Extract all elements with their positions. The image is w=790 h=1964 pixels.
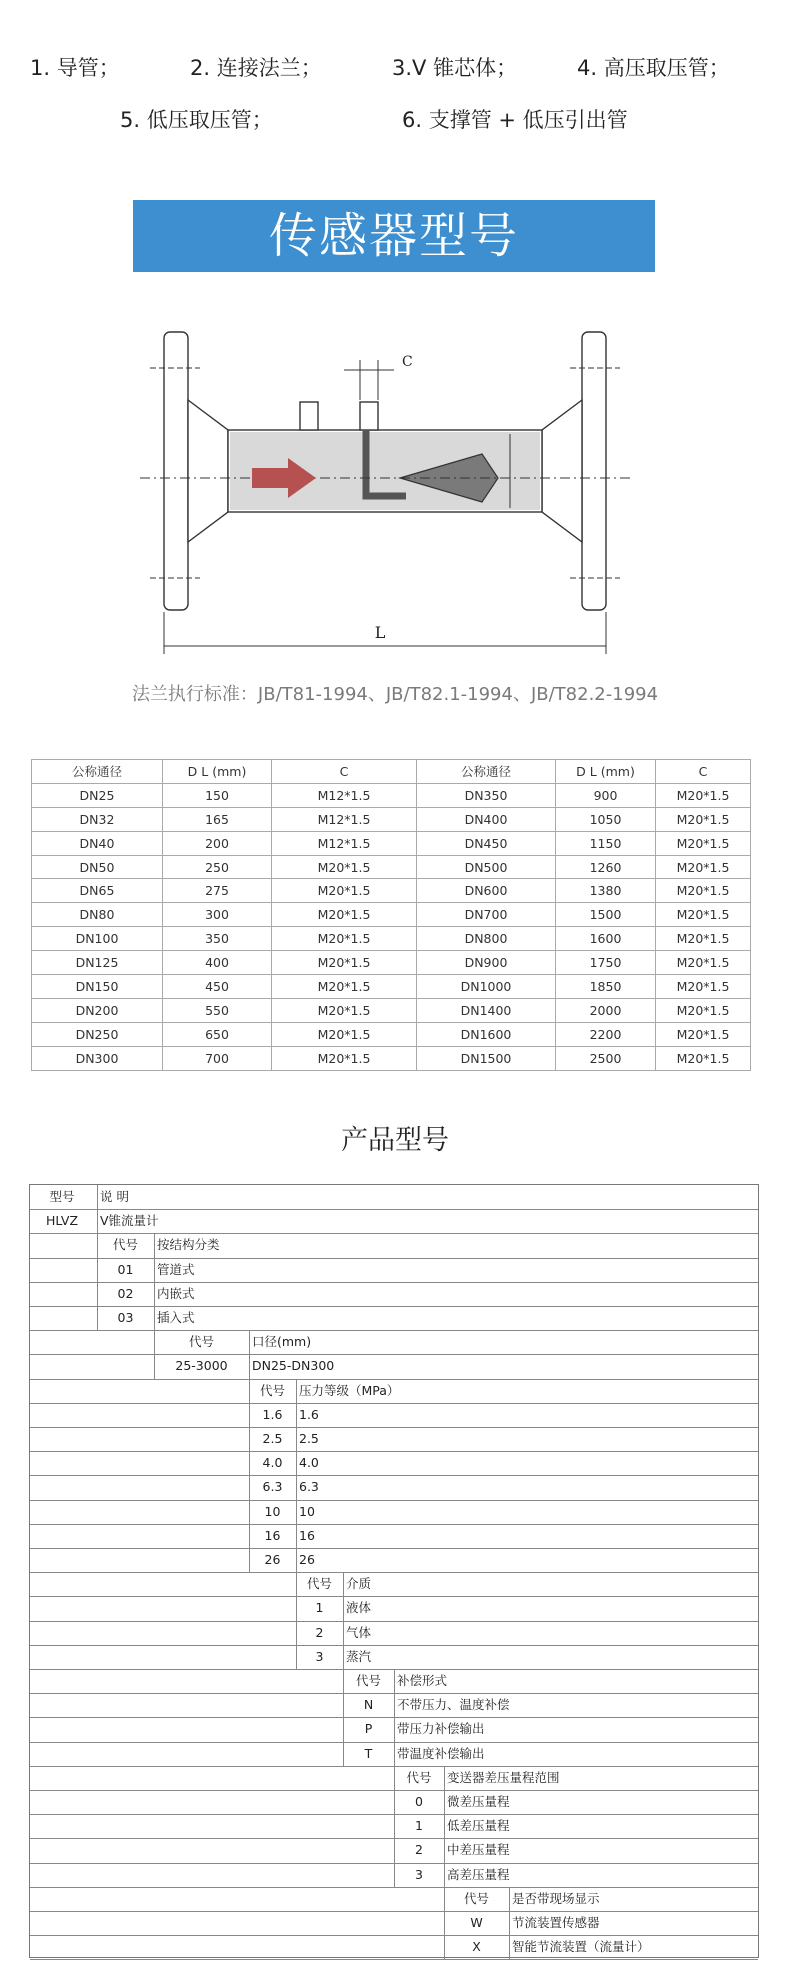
grid-line	[249, 1451, 758, 1452]
table-cell: 650	[163, 1022, 272, 1046]
table-cell: M20*1.5	[656, 975, 751, 999]
compensation-code: T	[364, 1746, 373, 1761]
medium-desc: 蒸汽	[346, 1649, 372, 1664]
table-cell: DN1500	[417, 1046, 556, 1070]
table-cell: DN65	[32, 879, 163, 903]
grid-line	[249, 1475, 758, 1476]
legend-item-6: 6. 支撑管 + 低压引出管	[402, 108, 628, 132]
grid-line	[249, 1330, 250, 1379]
table-cell: M12*1.5	[272, 783, 417, 807]
grid-line	[97, 1258, 758, 1259]
grid-line	[30, 1790, 394, 1791]
grid-line	[30, 1596, 296, 1597]
grid-line	[249, 1548, 758, 1549]
grid-line	[343, 1669, 344, 1766]
pressure-desc-header: 压力等级（MPa）	[299, 1383, 400, 1398]
table-cell: 300	[163, 903, 272, 927]
table-cell: M20*1.5	[272, 975, 417, 999]
table-cell: 275	[163, 879, 272, 903]
grid-line	[30, 1935, 444, 1936]
compensation-code-header: 代号	[355, 1673, 381, 1688]
compensation-desc: 带压力补偿输出	[397, 1721, 485, 1736]
table-cell: DN700	[417, 903, 556, 927]
table-cell: DN350	[417, 783, 556, 807]
table-cell: DN900	[417, 951, 556, 975]
table-cell: 1500	[556, 903, 656, 927]
pressure-desc: 16	[299, 1528, 315, 1543]
col-header-dl-2: D L (mm)	[556, 760, 656, 784]
table-cell: DN400	[417, 807, 556, 831]
pressure-code: 10	[264, 1504, 281, 1519]
table-cell: M12*1.5	[272, 831, 417, 855]
pressure-desc: 10	[299, 1504, 315, 1519]
structure-desc: 管道式	[157, 1262, 195, 1277]
table-cell: DN1600	[417, 1022, 556, 1046]
grid-line	[444, 1887, 445, 1959]
col-header-nominal-2: 公称通径	[417, 760, 556, 784]
table-cell: M20*1.5	[272, 1046, 417, 1070]
range-code: 3	[415, 1867, 423, 1882]
grid-line	[30, 1863, 394, 1864]
table-row	[32, 1046, 751, 1070]
grid-line	[296, 1645, 758, 1646]
table-cell: 2500	[556, 1046, 656, 1070]
table-row	[32, 855, 751, 879]
medium-desc: 气体	[346, 1625, 372, 1640]
pressure-desc: 6.3	[299, 1479, 319, 1494]
grid-line	[30, 1524, 249, 1525]
grid-line	[30, 1814, 394, 1815]
table-cell: 1050	[556, 807, 656, 831]
table-row	[32, 975, 751, 999]
grid-line	[30, 1911, 444, 1912]
table-cell: M12*1.5	[272, 807, 417, 831]
model-desc: V锥流量计	[100, 1213, 159, 1228]
grid-line	[30, 1621, 296, 1622]
table-cell: M20*1.5	[272, 998, 417, 1022]
display-code-header: 代号	[463, 1891, 489, 1906]
pressure-code: 16	[264, 1528, 281, 1543]
table-cell: M20*1.5	[656, 1022, 751, 1046]
table-cell: M20*1.5	[272, 903, 417, 927]
table-cell: M20*1.5	[656, 903, 751, 927]
range-desc: 中差压量程	[447, 1842, 510, 1857]
pressure-code: 4.0	[262, 1455, 283, 1470]
table-row	[32, 1022, 751, 1046]
display-desc: 节流装置传感器	[512, 1915, 600, 1930]
table-row	[32, 998, 751, 1022]
table-row	[32, 903, 751, 927]
pressure-desc: 1.6	[299, 1407, 319, 1422]
flange-standard-caption: 法兰执行标准：JB/T81-1994、JB/T82.1-1994、JB/T82.2-1994	[131, 684, 659, 705]
range-code: 0	[415, 1794, 423, 1809]
table-cell: M20*1.5	[656, 951, 751, 975]
pressure-desc: 2.5	[299, 1431, 319, 1446]
grid-line	[394, 1838, 758, 1839]
medium-code: 2	[315, 1625, 324, 1640]
grid-line	[343, 1693, 758, 1694]
table-cell: 2200	[556, 1022, 656, 1046]
table-cell: DN80	[32, 903, 163, 927]
table-cell: DN500	[417, 855, 556, 879]
parts-legend	[0, 52, 790, 144]
pressure-code: 6.3	[262, 1479, 283, 1494]
table-row	[32, 951, 751, 975]
table-cell: 350	[163, 927, 272, 951]
table-cell: 400	[163, 951, 272, 975]
table-cell: DN50	[32, 855, 163, 879]
high-pressure-tap	[300, 402, 318, 430]
grid-line	[97, 1282, 758, 1283]
right-reducer	[542, 400, 582, 542]
table-cell: DN100	[32, 927, 163, 951]
table-cell: 200	[163, 831, 272, 855]
table-row	[32, 879, 751, 903]
grid-line	[30, 1717, 343, 1718]
sensor-model-banner: 传感器型号	[133, 200, 655, 272]
grid-line	[444, 1911, 758, 1912]
grid-line	[30, 1451, 249, 1452]
table-row	[32, 807, 751, 831]
header-desc: 说 明	[100, 1189, 129, 1204]
table-cell: M20*1.5	[272, 855, 417, 879]
range-desc: 高差压量程	[447, 1867, 510, 1882]
grid-line	[30, 1282, 97, 1283]
diameter-desc-header: 口径(mm)	[252, 1334, 312, 1349]
grid-line	[30, 1959, 758, 1960]
table-cell: DN1400	[417, 998, 556, 1022]
grid-line	[296, 1621, 758, 1622]
product-model-title: 产品型号	[341, 1125, 449, 1156]
structure-code: 02	[117, 1286, 134, 1301]
grid-line	[296, 1596, 758, 1597]
left-flange	[164, 332, 188, 610]
table-cell: DN250	[32, 1022, 163, 1046]
table-cell: 2000	[556, 998, 656, 1022]
grid-line	[249, 1403, 758, 1404]
range-code: 1	[415, 1818, 423, 1833]
structure-desc: 内嵌式	[157, 1286, 195, 1301]
sensor-drawing	[120, 330, 640, 670]
table-cell: M20*1.5	[656, 831, 751, 855]
table-cell: DN25	[32, 783, 163, 807]
grid-line	[30, 1693, 343, 1694]
col-header-c-2: C	[656, 760, 751, 784]
grid-line	[30, 1838, 394, 1839]
grid-line	[97, 1233, 98, 1330]
table-cell: M20*1.5	[656, 807, 751, 831]
pressure-code: 1.6	[262, 1407, 283, 1422]
grid-line	[394, 1863, 758, 1864]
table-cell: DN125	[32, 951, 163, 975]
range-code-header: 代号	[406, 1770, 432, 1785]
model-code-table	[29, 1184, 759, 1958]
col-header-dl-1: D L (mm)	[163, 760, 272, 784]
col-header-nominal-1: 公称通径	[32, 760, 163, 784]
dimension-l-label: L	[374, 623, 386, 642]
medium-code-header: 代号	[306, 1576, 332, 1591]
compensation-code: P	[364, 1721, 373, 1736]
range-desc: 低差压量程	[447, 1818, 510, 1833]
pressure-code-header: 代号	[259, 1383, 285, 1398]
table-cell: 1600	[556, 927, 656, 951]
grid-line	[30, 1427, 249, 1428]
right-flange	[582, 332, 606, 610]
grid-line	[249, 1524, 758, 1525]
diameter-code-header: 代号	[188, 1334, 214, 1349]
table-cell: 1850	[556, 975, 656, 999]
range-desc-header: 变送器差压量程范围	[447, 1770, 560, 1785]
structure-code-header: 代号	[112, 1237, 138, 1252]
grid-line	[343, 1717, 758, 1718]
compensation-desc: 带温度补偿输出	[397, 1746, 485, 1761]
grid-line	[394, 1669, 395, 1766]
table-cell: DN600	[417, 879, 556, 903]
grid-line	[343, 1572, 344, 1669]
structure-code: 03	[117, 1310, 134, 1325]
medium-desc-header: 介质	[346, 1576, 372, 1591]
structure-code: 01	[117, 1262, 134, 1277]
table-cell: 1750	[556, 951, 656, 975]
compensation-desc: 不带压力、温度补偿	[397, 1697, 510, 1712]
structure-desc: 插入式	[157, 1310, 195, 1325]
table-cell: DN40	[32, 831, 163, 855]
table-cell: M20*1.5	[656, 927, 751, 951]
table-cell: DN1000	[417, 975, 556, 999]
grid-line	[154, 1354, 758, 1355]
pressure-desc: 26	[299, 1552, 315, 1567]
grid-line	[394, 1814, 758, 1815]
medium-desc: 液体	[346, 1600, 372, 1615]
grid-line	[444, 1766, 445, 1887]
grid-line	[343, 1742, 758, 1743]
col-header-c-1: C	[272, 760, 417, 784]
table-row	[32, 831, 751, 855]
legend-item-5: 5. 低压取压管；	[120, 108, 273, 132]
compensation-code: N	[363, 1697, 374, 1712]
pressure-desc: 4.0	[299, 1455, 319, 1470]
table-cell: 900	[556, 783, 656, 807]
grid-line	[394, 1766, 395, 1887]
table-cell: 150	[163, 783, 272, 807]
table-cell: DN150	[32, 975, 163, 999]
grid-line	[97, 1306, 758, 1307]
table-cell: 1260	[556, 855, 656, 879]
table-cell: 165	[163, 807, 272, 831]
diameter-desc: DN25-DN300	[252, 1358, 335, 1373]
dimension-table	[31, 759, 751, 1071]
table-cell: M20*1.5	[272, 1022, 417, 1046]
legend-item-2: 2. 连接法兰；	[190, 56, 322, 80]
grid-line	[249, 1379, 250, 1572]
grid-line	[296, 1572, 297, 1669]
table-cell: M20*1.5	[656, 783, 751, 807]
grid-line	[154, 1330, 155, 1379]
table-cell: DN450	[417, 831, 556, 855]
grid-line	[30, 1403, 249, 1404]
diameter-code: 25-3000	[175, 1358, 228, 1373]
legend-item-4: 4. 高压取压管；	[577, 56, 730, 80]
table-cell: M20*1.5	[656, 1046, 751, 1070]
grid-line	[30, 1742, 343, 1743]
table-cell: DN300	[32, 1046, 163, 1070]
display-code: W	[470, 1915, 483, 1930]
table-cell: M20*1.5	[272, 951, 417, 975]
table-cell: M20*1.5	[272, 879, 417, 903]
table-cell: M20*1.5	[656, 879, 751, 903]
table-cell: M20*1.5	[656, 998, 751, 1022]
grid-line	[30, 1500, 249, 1501]
display-desc: 智能节流装置（流量计）	[512, 1939, 650, 1954]
grid-line	[444, 1935, 758, 1936]
table-cell: 550	[163, 998, 272, 1022]
display-desc-header: 是否带现场显示	[512, 1891, 600, 1906]
grid-line	[509, 1887, 510, 1959]
grid-line	[154, 1233, 155, 1330]
structure-desc-header: 按结构分类	[157, 1237, 220, 1252]
pressure-code: 26	[264, 1552, 281, 1567]
grid-line	[30, 1354, 154, 1355]
range-code: 2	[415, 1842, 423, 1857]
grid-line	[249, 1427, 758, 1428]
grid-line	[30, 1645, 296, 1646]
dimension-c-label: C	[402, 354, 413, 370]
table-cell: 250	[163, 855, 272, 879]
range-desc: 微差压量程	[447, 1794, 510, 1809]
medium-code: 3	[315, 1649, 324, 1664]
header-type: 型号	[49, 1189, 75, 1204]
legend-item-1: 1. 导管；	[30, 56, 120, 80]
table-cell: 1380	[556, 879, 656, 903]
compensation-desc-header: 补偿形式	[397, 1673, 448, 1688]
left-reducer	[188, 400, 228, 542]
grid-line	[296, 1379, 297, 1572]
table-cell: DN32	[32, 807, 163, 831]
pressure-code: 2.5	[262, 1431, 283, 1446]
table-cell: M20*1.5	[656, 855, 751, 879]
table-row	[32, 783, 751, 807]
table-cell: 700	[163, 1046, 272, 1070]
grid-line	[30, 1548, 249, 1549]
table-cell: 1150	[556, 831, 656, 855]
table-cell: M20*1.5	[272, 927, 417, 951]
grid-line	[249, 1500, 758, 1501]
table-header-row	[32, 760, 751, 784]
grid-line	[30, 1306, 97, 1307]
grid-line	[394, 1790, 758, 1791]
grid-line	[30, 1475, 249, 1476]
display-code: X	[472, 1939, 481, 1954]
table-row	[32, 927, 751, 951]
table-cell: DN200	[32, 998, 163, 1022]
model-code: HLVZ	[45, 1213, 79, 1228]
table-cell: DN800	[417, 927, 556, 951]
medium-code: 1	[315, 1600, 324, 1615]
grid-line	[30, 1258, 97, 1259]
table-cell: 450	[163, 975, 272, 999]
legend-item-3: 3.V 锥芯体；	[392, 56, 518, 80]
grid-line	[97, 1185, 98, 1233]
low-pressure-tap	[360, 402, 378, 430]
